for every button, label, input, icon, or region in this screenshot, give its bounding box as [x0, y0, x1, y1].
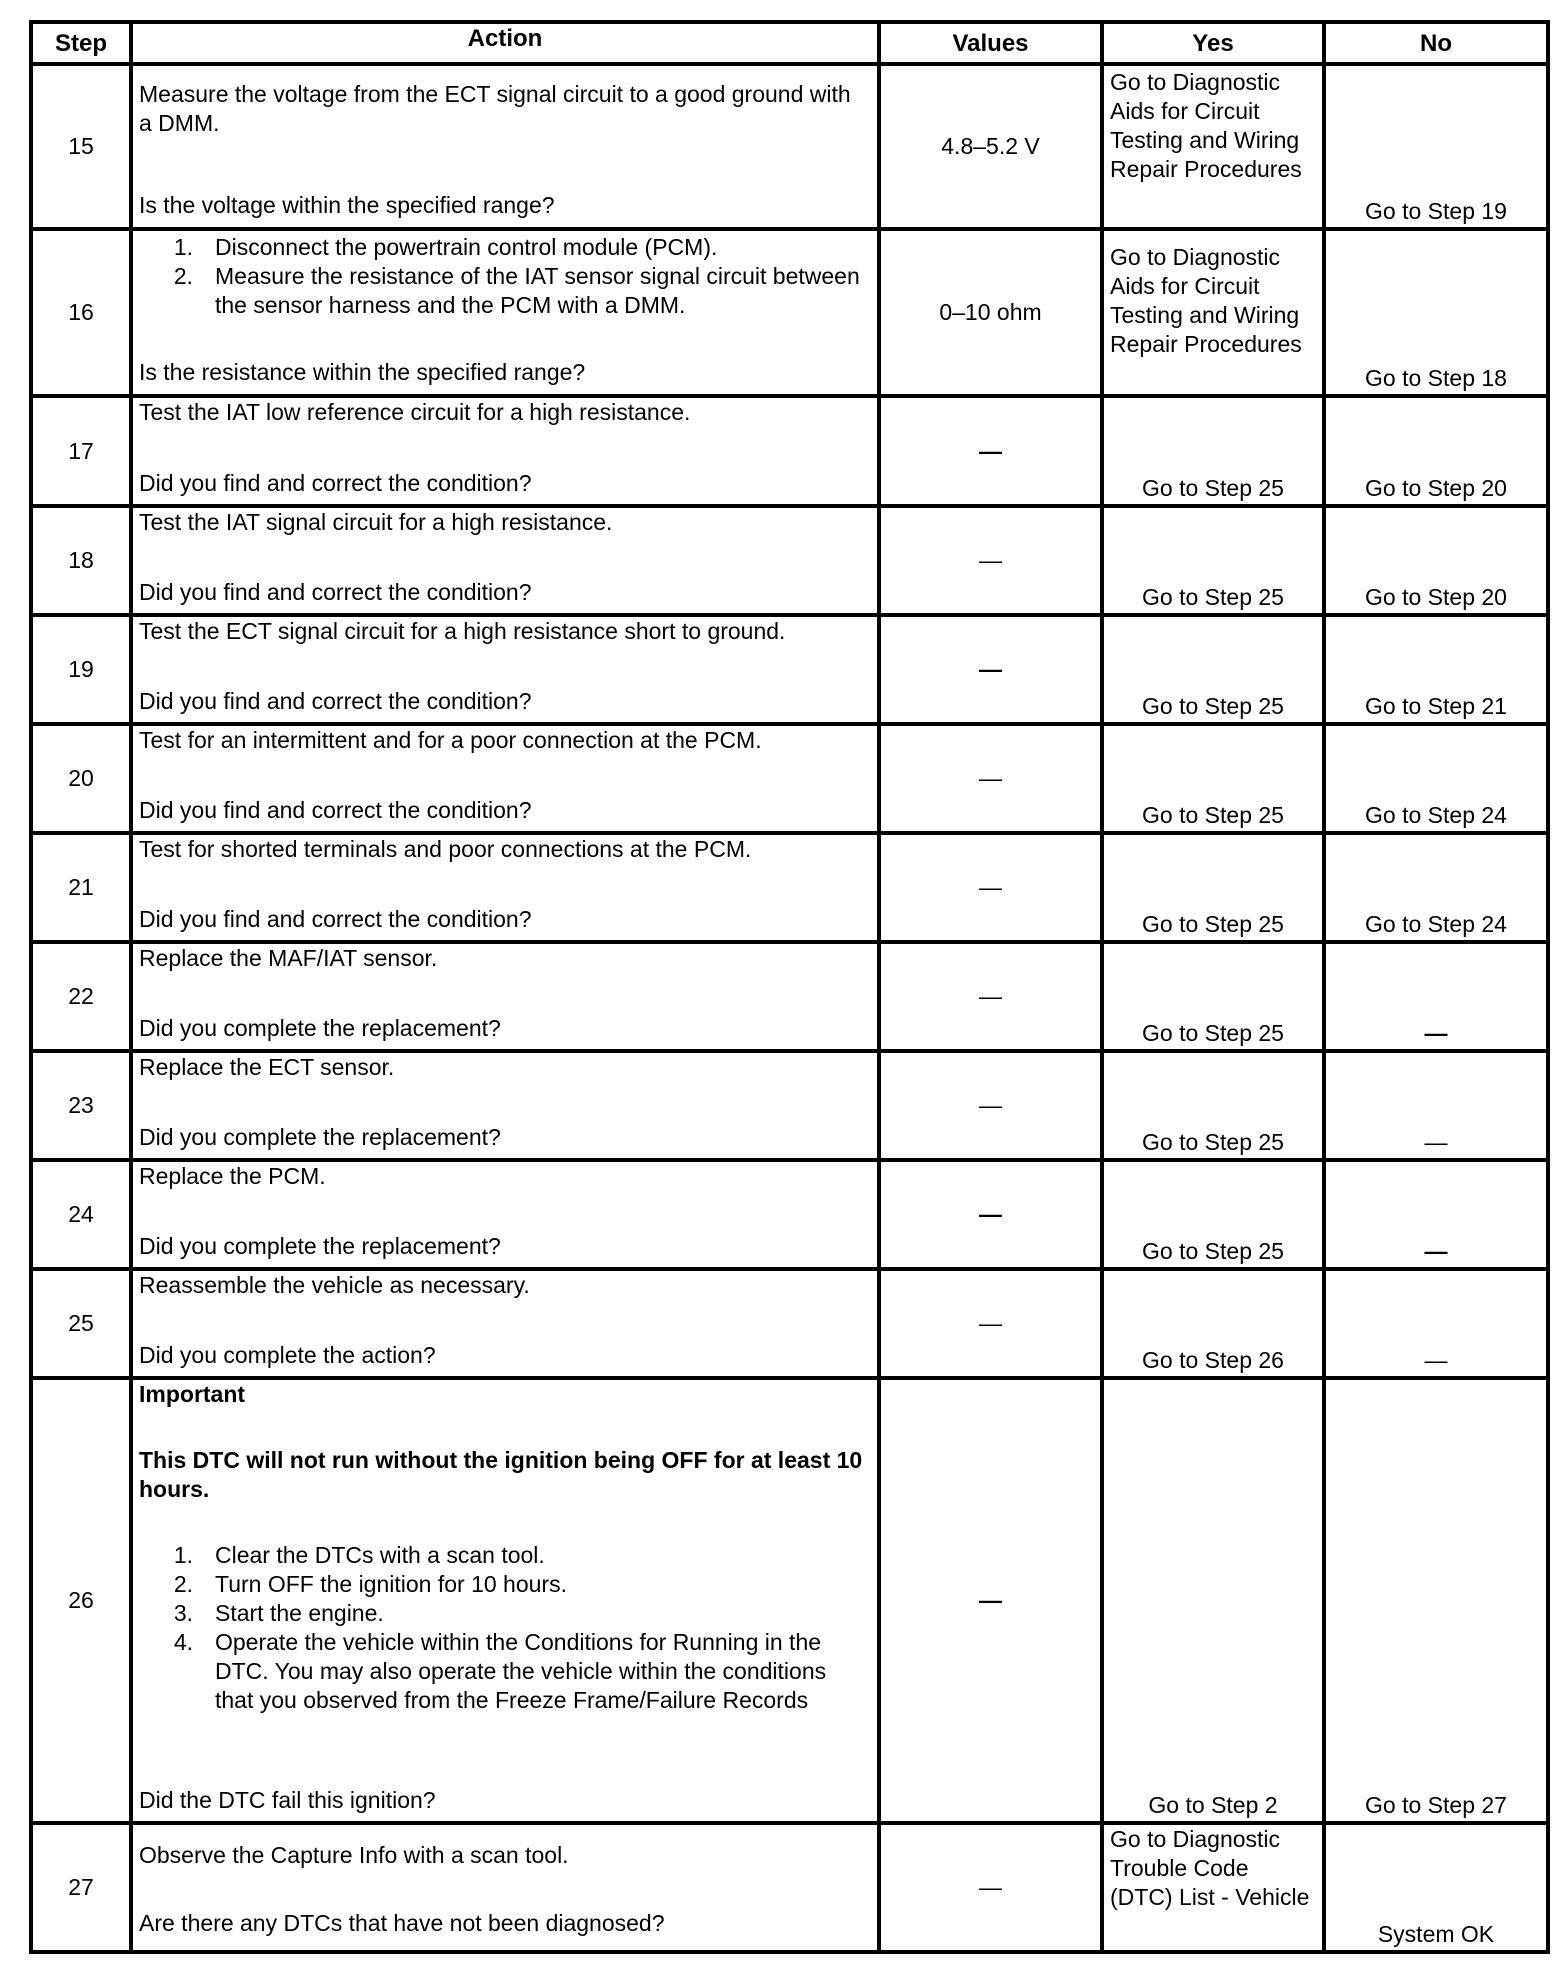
value-cell — [879, 1823, 1102, 1952]
action-cell — [131, 506, 879, 615]
table-row — [31, 1269, 1548, 1378]
value-cell — [879, 1160, 1102, 1269]
list-item: 1. Clear the DTCs with a scan tool. — [173, 1542, 545, 1568]
yes-link[interactable]: Go to Diagnostic Aids for Circuit Testing and Wiring Repair Procedures — [1110, 69, 1302, 182]
yes-cell — [1102, 833, 1324, 942]
no-cell — [1324, 942, 1548, 1051]
action-question: Did the DTC fail this ignition? — [139, 1787, 436, 1813]
yes-cell — [1102, 506, 1324, 615]
yes-cell — [1102, 1269, 1324, 1378]
step-number: 25 — [31, 1269, 131, 1378]
yes-link[interactable]: Go to Step 25 — [1142, 1238, 1284, 1264]
step-number: 27 — [31, 1823, 131, 1952]
action-text: Test the IAT signal circuit for a high resistance. — [139, 509, 613, 535]
yes-link[interactable]: Go to Diagnostic Aids for Circuit Testing and Wiring Repair Procedures — [1110, 244, 1302, 357]
yes-cell — [1102, 396, 1324, 506]
action-text: Replace the PCM. — [139, 1163, 326, 1189]
step-number: 22 — [31, 942, 131, 1051]
yes-cell — [1102, 229, 1324, 396]
yes-link[interactable]: Go to Step 2 — [1148, 1792, 1278, 1818]
no-cell — [1324, 1160, 1548, 1269]
no-link[interactable]: System OK — [1377, 1921, 1495, 1947]
action-text: Measure the voltage from the ECT signal circuit to a good ground with a DMM. — [139, 81, 851, 136]
value-cell — [879, 942, 1102, 1051]
header-no: No — [1324, 22, 1548, 64]
no-cell — [1324, 1051, 1548, 1160]
value-cell — [879, 1051, 1102, 1160]
table-row — [31, 833, 1548, 942]
header-yes: Yes — [1102, 22, 1324, 64]
step-number: 19 — [31, 615, 131, 724]
action-question: Did you find and correct the condition? — [139, 688, 532, 714]
no-cell — [1324, 724, 1548, 833]
value-cell — [879, 396, 1102, 506]
action-cell — [131, 942, 879, 1051]
diagnostic-table — [29, 20, 1550, 1954]
value-cell — [879, 833, 1102, 942]
step-number: 21 — [31, 833, 131, 942]
yes-link[interactable]: Go to Step 25 — [1142, 802, 1284, 828]
value-dash: — — [979, 1874, 1002, 1900]
yes-link[interactable]: Go to Step 25 — [1142, 1020, 1284, 1046]
action-cell — [131, 229, 879, 396]
yes-cell — [1102, 1378, 1324, 1823]
yes-link[interactable]: Go to Step 25 — [1142, 693, 1284, 719]
no-link[interactable]: Go to Step 19 — [1365, 198, 1507, 224]
action-cell — [131, 724, 879, 833]
no-cell — [1324, 506, 1548, 615]
action-question: Did you find and correct the condition? — [139, 470, 532, 496]
action-question: Did you find and correct the condition? — [139, 797, 532, 823]
yes-link[interactable]: Go to Step 25 — [1142, 1129, 1284, 1155]
no-cell — [1324, 64, 1548, 229]
no-cell — [1324, 229, 1548, 396]
yes-cell — [1102, 942, 1324, 1051]
no-cell — [1324, 615, 1548, 724]
yes-link[interactable]: Go to Diagnostic Trouble Code (DTC) List - Vehicle — [1110, 1826, 1310, 1910]
action-cell — [131, 396, 879, 506]
list-item: 3. Start the engine. — [173, 1600, 384, 1626]
action-cell — [131, 64, 879, 229]
value-cell: 4.8–5.2 V — [879, 64, 1102, 229]
step-number: 16 — [31, 229, 131, 396]
value-cell — [879, 724, 1102, 833]
table-row — [31, 229, 1548, 396]
no-dash: — — [1424, 1129, 1448, 1155]
value-dash: — — [979, 1310, 1002, 1336]
table-row — [31, 1823, 1548, 1952]
no-dash: — — [1424, 1347, 1448, 1373]
step-number: 23 — [31, 1051, 131, 1160]
yes-link[interactable]: Go to Step 25 — [1142, 584, 1284, 610]
list-item: 1. Disconnect the powertrain control module (PCM). — [173, 234, 718, 260]
no-dash: — — [1424, 1020, 1448, 1046]
action-text: Replace the ECT sensor. — [139, 1054, 395, 1080]
action-text: Test for an intermittent and for a poor connection at the PCM. — [139, 727, 762, 753]
no-link[interactable]: Go to Step 20 — [1365, 584, 1507, 610]
header-action: Action — [131, 22, 879, 64]
action-question: Did you complete the replacement? — [139, 1015, 501, 1041]
action-question: Is the resistance within the specified range? — [139, 359, 586, 385]
no-cell — [1324, 1823, 1548, 1952]
value-dash: — — [979, 1092, 1002, 1118]
action-cell — [131, 1269, 879, 1378]
yes-link[interactable]: Go to Step 25 — [1142, 475, 1284, 501]
action-question: Is the voltage within the specified range? — [139, 192, 555, 218]
action-cell — [131, 615, 879, 724]
action-cell — [131, 1378, 879, 1823]
value-cell — [879, 615, 1102, 724]
no-cell — [1324, 1378, 1548, 1823]
yes-cell — [1102, 724, 1324, 833]
table-row — [31, 396, 1548, 506]
no-link[interactable]: Go to Step 24 — [1365, 802, 1507, 828]
table-row — [31, 724, 1548, 833]
no-cell — [1324, 833, 1548, 942]
action-text: Test for shorted terminals and poor connections at the PCM. — [139, 836, 752, 862]
yes-cell — [1102, 1823, 1324, 1952]
table-row — [31, 942, 1548, 1051]
no-link[interactable]: Go to Step 27 — [1365, 1792, 1507, 1818]
no-cell — [1324, 1269, 1548, 1378]
value-cell: 0–10 ohm — [879, 229, 1102, 396]
action-question: Did you complete the replacement? — [139, 1233, 501, 1259]
action-text: Test the ECT signal circuit for a high resistance short to ground. — [139, 618, 786, 644]
yes-cell — [1102, 615, 1324, 724]
value-dash: — — [979, 1201, 1002, 1227]
yes-cell — [1102, 1051, 1324, 1160]
action-question: Did you find and correct the condition? — [139, 579, 532, 605]
value-cell — [879, 506, 1102, 615]
action-cell — [131, 833, 879, 942]
action-text: Observe the Capture Info with a scan tool. — [139, 1842, 569, 1868]
step-number: 26 — [31, 1378, 131, 1823]
value-dash: — — [979, 656, 1002, 682]
step-number: 15 — [31, 64, 131, 229]
action-question: Did you complete the action? — [139, 1342, 436, 1368]
no-link[interactable]: Go to Step 20 — [1365, 475, 1507, 501]
action-cell — [131, 1160, 879, 1269]
table-row — [31, 1051, 1548, 1160]
table-row — [31, 64, 1548, 229]
action-cell — [131, 1051, 879, 1160]
no-link[interactable]: Go to Step 18 — [1365, 365, 1507, 391]
value-dash: — — [979, 1587, 1002, 1613]
no-cell — [1324, 396, 1548, 506]
value-dash: — — [979, 547, 1002, 573]
list-item: 4. Operate the vehicle within the Conditions for Running in the DTC. You may also operate the vehicle within the conditions that you observed from the Freeze Frame/Failure Records — [173, 1629, 827, 1713]
value-cell — [879, 1378, 1102, 1823]
value-dash: — — [979, 765, 1002, 791]
yes-link[interactable]: Go to Step 26 — [1142, 1347, 1284, 1373]
list-item: 2. Turn OFF the ignition for 10 hours. — [173, 1571, 567, 1597]
table-row — [31, 615, 1548, 724]
value-dash: — — [979, 874, 1002, 900]
value-cell — [879, 1269, 1102, 1378]
action-question: Did you complete the replacement? — [139, 1124, 501, 1150]
action-question: Are there any DTCs that have not been diagnosed? — [139, 1910, 665, 1936]
action-list — [139, 233, 869, 320]
action-text: Test the IAT low reference circuit for a high resistance. — [139, 399, 691, 425]
table-row — [31, 1160, 1548, 1269]
step-number: 18 — [31, 506, 131, 615]
action-list — [139, 1541, 869, 1715]
no-link[interactable]: Go to Step 21 — [1365, 693, 1507, 719]
list-item: 2. Measure the resistance of the IAT sensor signal circuit between the sensor harness and the PCM with a DMM. — [173, 263, 860, 318]
action-text: Reassemble the vehicle as necessary. — [139, 1272, 530, 1298]
table-row — [31, 1378, 1548, 1823]
no-dash: — — [1424, 1238, 1448, 1264]
yes-cell — [1102, 1160, 1324, 1269]
value-dash: — — [979, 983, 1002, 1009]
value-dash: — — [979, 437, 1002, 464]
action-text: Replace the MAF/IAT sensor. — [139, 945, 438, 971]
important-text: This DTC will not run without the ignition being OFF for at least 10 hours. — [139, 1447, 863, 1502]
step-number: 17 — [31, 396, 131, 506]
table-row — [31, 506, 1548, 615]
header-step: Step — [31, 22, 131, 64]
action-cell — [131, 1823, 879, 1952]
step-number: 24 — [31, 1160, 131, 1269]
yes-cell — [1102, 64, 1324, 229]
header-row — [31, 22, 1548, 64]
step-number: 20 — [31, 724, 131, 833]
no-link[interactable]: Go to Step 24 — [1365, 911, 1507, 937]
important-label: Important — [139, 1381, 246, 1407]
action-question: Did you find and correct the condition? — [139, 906, 532, 932]
yes-link[interactable]: Go to Step 25 — [1142, 911, 1284, 937]
header-values: Values — [879, 22, 1102, 64]
